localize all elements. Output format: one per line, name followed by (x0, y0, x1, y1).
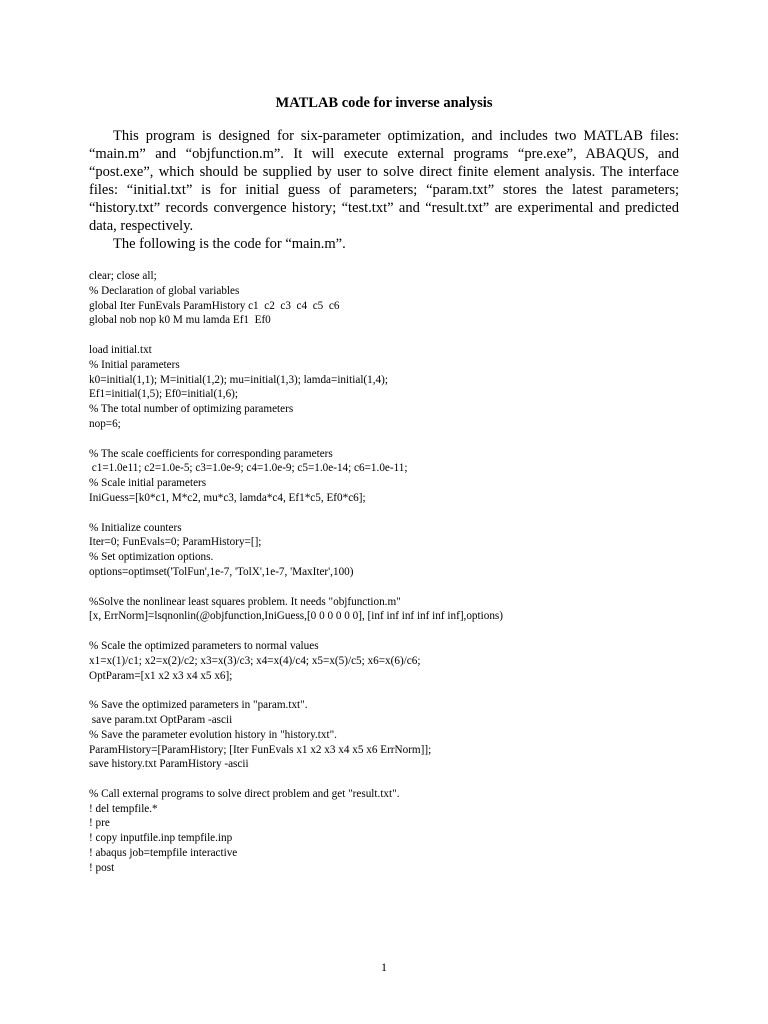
code-line: % Initialize counters (89, 521, 182, 534)
code-blank-line (89, 432, 689, 447)
code-line: % The scale coefficients for corresponding parameters (89, 447, 333, 460)
page-number: 1 (381, 960, 387, 974)
code-line: % Scale initial parameters (89, 477, 207, 490)
code-line: load initial.txt (89, 343, 152, 356)
code-line: ! post (89, 861, 115, 874)
code-blank-line (89, 506, 689, 521)
document-title: MATLAB code for inverse analysis (275, 95, 493, 111)
code-line: global Iter FunEvals ParamHistory c1 c2 c3 c4 c5 c6 (89, 299, 340, 312)
code-line: options=optimset('TolFun',1e-7, 'TolX',1e-7, 'MaxIter',100) (89, 565, 354, 578)
intro-paragraph: This program is designed for six-parameter optimization, and includes two MATLAB files: “main.m” and “objfunction.m”. It will execute external programs “pre.exe”, ABAQUS, and “post.exe”, which should be supplied by user to solve direct finite element analysis. The interface files: “initial.txt” is for initial guess of parameters; “param.txt” stores the latest parameters; “history.txt” records convergence history; “test.txt” and “result.txt” are experimental and predicted data, respectively. (89, 128, 679, 234)
intro-paragraph: The following is the code for “main.m”. (113, 236, 346, 252)
code-line: ! pre (89, 817, 110, 830)
code-line: nop=6; (89, 417, 121, 430)
code-blank-line (89, 328, 689, 343)
code-line: c1=1.0e11; c2=1.0e-5; c3=1.0e-9; c4=1.0e-9; c5=1.0e-14; c6=1.0e-11; (89, 462, 408, 475)
code-line: clear; close all; (89, 270, 157, 282)
code-line: ! del tempfile.* (89, 802, 158, 815)
code-blank-line (89, 772, 689, 787)
code-line: x1=x(1)/c1; x2=x(2)/c2; x3=x(3)/c3; x4=x(4)/c4; x5=x(5)/c5; x6=x(6)/c6; (89, 654, 421, 667)
code-line: k0=initial(1,1); M=initial(1,2); mu=initial(1,3); lamda=initial(1,4); (89, 373, 388, 386)
code-line: save history.txt ParamHistory -ascii (89, 758, 249, 771)
code-line: % Declaration of global variables (89, 284, 240, 297)
code-line: save param.txt OptParam -ascii (89, 713, 233, 726)
code-block (89, 269, 689, 876)
code-line: Ef1=initial(1,5); Ef0=initial(1,6); (89, 388, 239, 401)
code-line: IniGuess=[k0*c1, M*c2, mu*c3, lamda*c4, Ef1*c5, Ef0*c6]; (89, 491, 366, 504)
code-line: % Call external programs to solve direct problem and get "result.txt". (89, 787, 400, 800)
code-line: Iter=0; FunEvals=0; ParamHistory=[]; (89, 536, 262, 549)
code-line: % Save the optimized parameters in "param.txt". (89, 699, 308, 712)
code-line: [x, ErrNorm]=lsqnonlin(@objfunction,IniGuess,[0 0 0 0 0 0], [inf inf inf inf inf inf],options) (89, 610, 504, 623)
code-line: % Scale the optimized parameters to normal values (89, 639, 319, 652)
code-line: % Save the parameter evolution history in "history.txt". (89, 728, 337, 741)
code-blank-line (89, 580, 689, 595)
intro-text (89, 127, 679, 253)
code-line: % The total number of optimizing parameters (89, 403, 294, 416)
code-line: OptParam=[x1 x2 x3 x4 x5 x6]; (89, 669, 233, 682)
code-blank-line (89, 624, 689, 639)
code-line: ! abaqus job=tempfile interactive (89, 847, 238, 860)
code-line: %Solve the nonlinear least squares problem. It needs "objfunction.m" (89, 595, 401, 608)
code-line: ParamHistory=[ParamHistory; [Iter FunEvals x1 x2 x3 x4 x5 x6 ErrNorm]]; (89, 743, 432, 756)
code-line: global nob nop k0 M mu lamda Ef1 Ef0 (89, 314, 271, 327)
code-line: ! copy inputfile.inp tempfile.inp (89, 832, 233, 845)
code-blank-line (89, 683, 689, 698)
code-line: % Set optimization options. (89, 551, 214, 564)
code-line: % Initial parameters (89, 358, 180, 371)
